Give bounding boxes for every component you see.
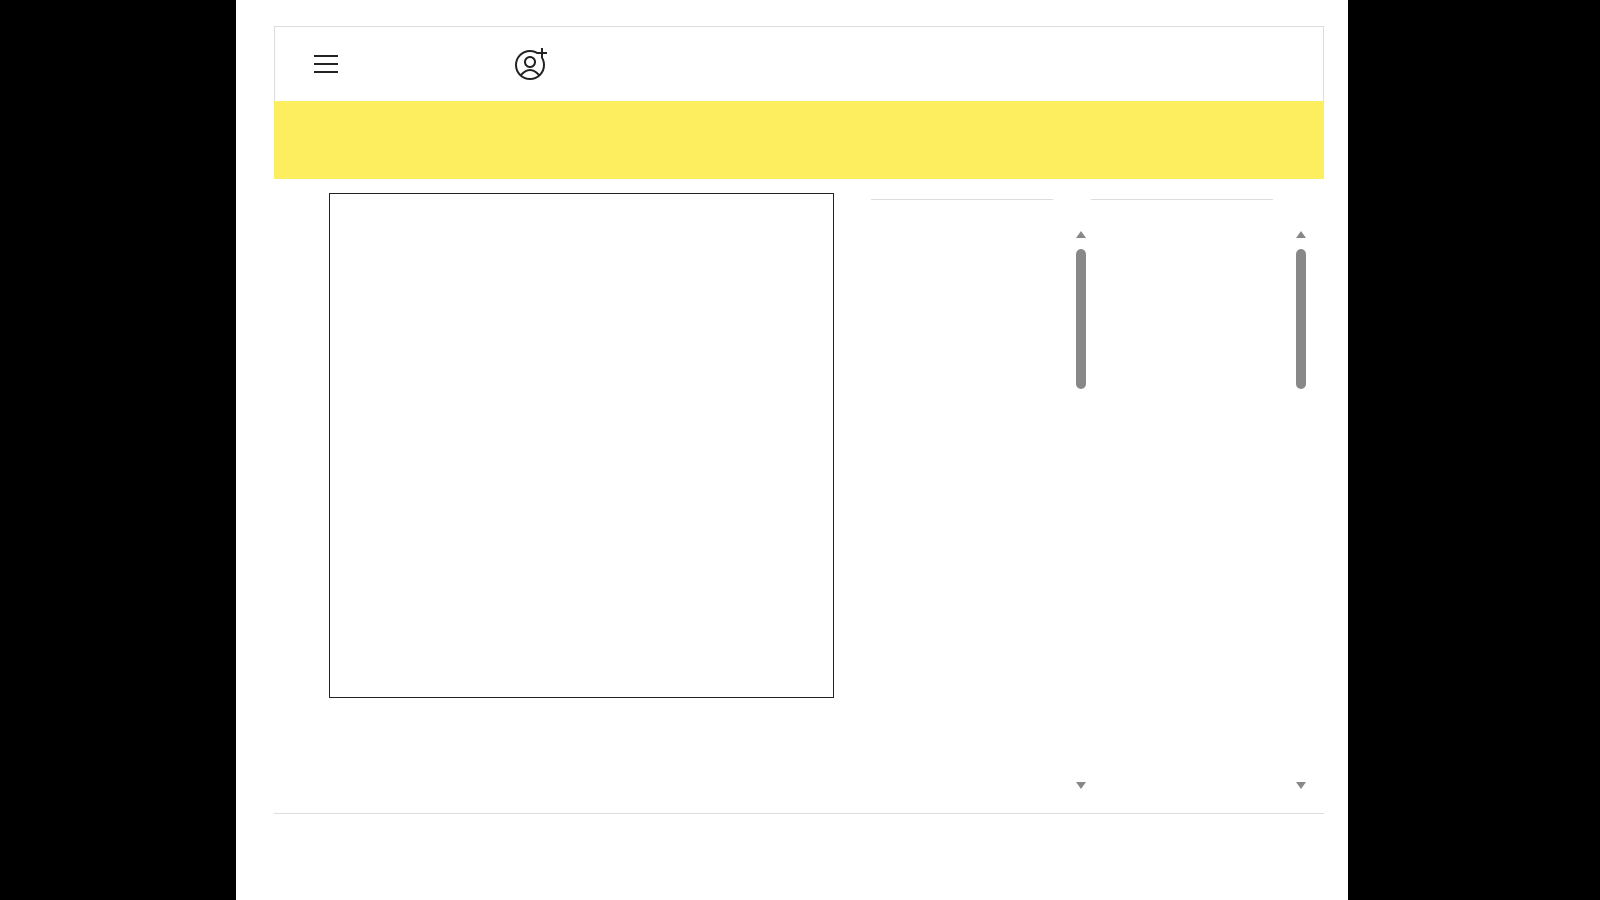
down-clues-panel (1091, 191, 1299, 768)
toolbar (274, 26, 1324, 101)
scroll-thumb[interactable] (1296, 249, 1306, 389)
menu-button[interactable] (313, 27, 339, 101)
down-header (1091, 191, 1273, 200)
down-scrollbar[interactable] (1294, 215, 1308, 785)
across-scrollbar[interactable] (1074, 215, 1088, 785)
add-person-button[interactable] (513, 27, 549, 101)
share-banner (274, 101, 1324, 179)
crossword-grid-wrapper (329, 193, 834, 698)
across-header (871, 191, 1053, 200)
crossword-grid (329, 193, 834, 698)
down-clue-list[interactable] (1091, 208, 1299, 768)
puzzle-app (274, 26, 1324, 814)
across-clue-list[interactable] (871, 208, 1071, 768)
hamburger-icon (313, 53, 339, 75)
scroll-up-arrow-icon[interactable] (1296, 231, 1306, 238)
page (236, 0, 1348, 900)
add-person-icon (513, 46, 549, 82)
scroll-down-arrow-icon[interactable] (1296, 782, 1306, 789)
scroll-up-arrow-icon[interactable] (1076, 231, 1086, 238)
across-clues-panel (871, 191, 1071, 768)
puzzle-credits (329, 719, 834, 731)
puzzle-content (274, 179, 1324, 814)
scroll-down-arrow-icon[interactable] (1076, 782, 1086, 789)
scroll-thumb[interactable] (1076, 249, 1086, 389)
